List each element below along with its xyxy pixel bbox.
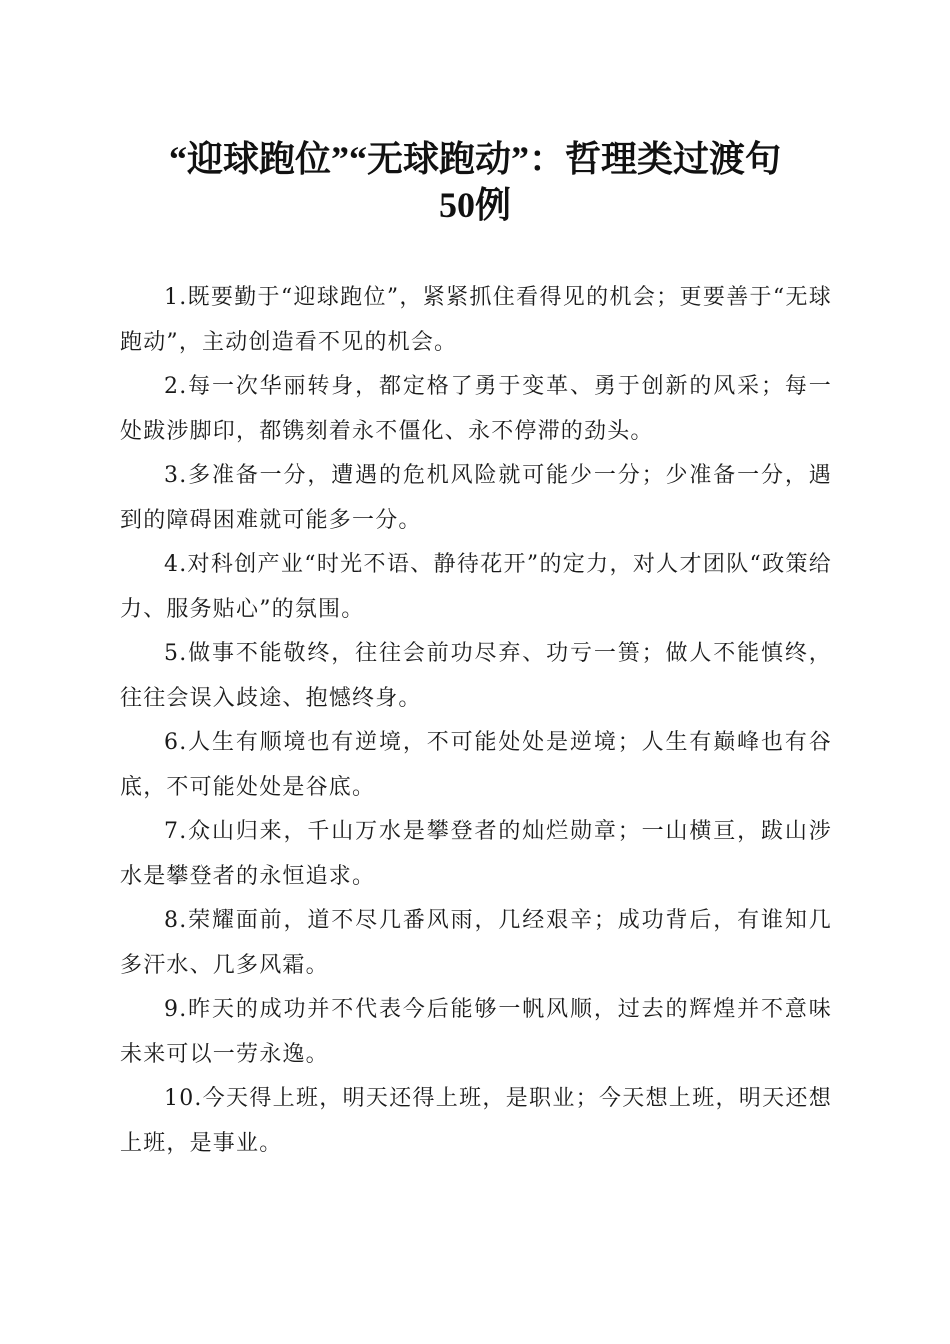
paragraph-1: 1.既要勤于“迎球跑位”，紧紧抓住看得见的机会；更要善于“无球跑动”，主动创造看不见的机会。 [120,285,832,355]
document-title [120,136,830,228]
paragraph-2: 2.每一次华丽转身，都定格了勇于变革、勇于创新的风采；每一处跋涉脚印，都镌刻着永不僵化、永不停滞的劲头。 [120,374,832,444]
paragraph-9: 9.昨天的成功并不代表今后能够一帆风顺，过去的辉煌并不意味未来可以一劳永逸。 [120,997,832,1067]
paragraph-5: 5.做事不能敬终，往往会前功尽弃、功亏一篑；做人不能慎终，往往会误入歧途、抱憾终身。 [120,641,832,711]
paragraph-8: 8.荣耀面前，道不尽几番风雨，几经艰辛；成功背后，有谁知几多汗水、几多风霜。 [120,908,832,978]
title-line-1: “迎球跑位”“无球跑动”：哲理类过渡句 [168,139,781,179]
paragraph-7: 7.众山归来，千山万水是攀登者的灿烂勋章；一山横亘，跋山涉水是攀登者的永恒追求。 [120,819,832,889]
document-body [120,276,832,1166]
paragraph-3: 3.多准备一分，遭遇的危机风险就可能少一分；少准备一分，遇到的障碍困难就可能多一分。 [120,463,832,533]
title-line-2: 50例 [438,185,511,225]
paragraph-4: 4.对科创产业“时光不语、静待花开”的定力，对人才团队“政策给力、服务贴心”的氛围。 [120,552,832,622]
paragraph-10: 10.今天得上班，明天还得上班，是职业；今天想上班，明天还想上班，是事业。 [120,1086,832,1156]
paragraph-6: 6.人生有顺境也有逆境，不可能处处是逆境；人生有巅峰也有谷底，不可能处处是谷底。 [120,730,832,800]
